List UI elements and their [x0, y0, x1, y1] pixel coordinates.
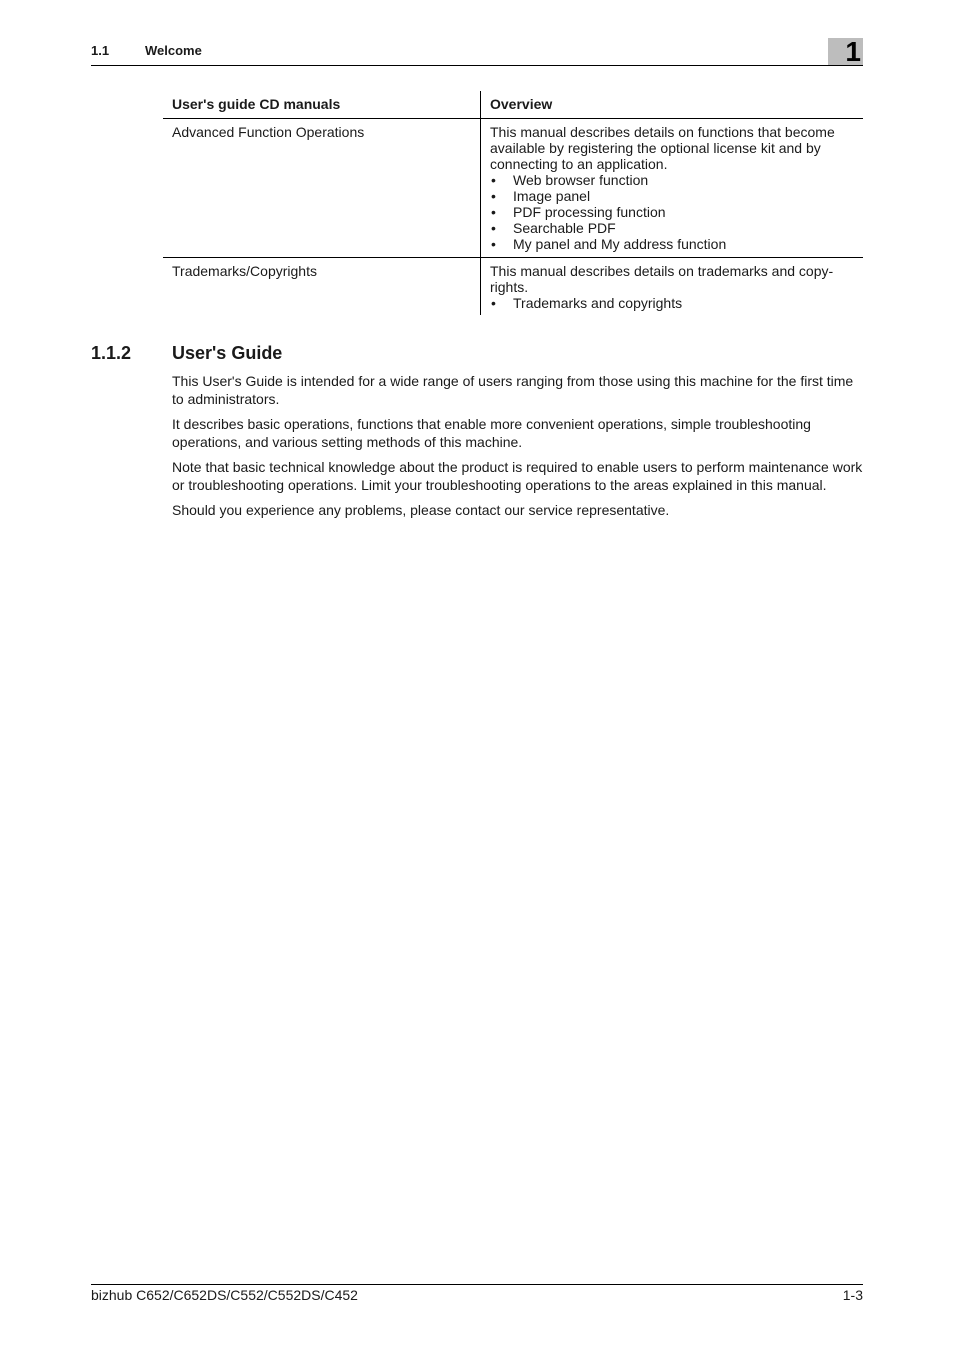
manual-overview	[481, 258, 864, 316]
column-header-overview: Overview	[481, 91, 864, 119]
column-header-manuals: User's guide CD manuals	[163, 91, 481, 119]
manuals-table	[163, 91, 863, 315]
body-paragraph: This User's Guide is intended for a wide range of users ranging from those using this machine for the first time to administrators.	[172, 373, 854, 407]
table-row	[163, 119, 863, 258]
manual-name: Trademarks/Copyrights	[172, 263, 317, 279]
list-item: • Web browser function	[490, 172, 855, 188]
body-paragraph: Note that basic technical knowledge about the product is required to enable users to perform maintenance work or troubleshooting operations. Limit your troubleshooting operations to the areas explained in this manual.	[172, 459, 863, 493]
subsection-body	[172, 373, 864, 528]
subsection-title: User's Guide	[172, 343, 283, 363]
chapter-number: 1	[845, 36, 861, 67]
manual-name: Advanced Function Operations	[163, 119, 481, 258]
header-section-number: 1.1	[91, 43, 110, 58]
body-paragraph: Should you experience any problems, please contact our service representative.	[172, 502, 670, 518]
chapter-tab	[828, 38, 863, 65]
feature-list	[490, 172, 855, 252]
body-paragraph: It describes basic operations, functions that enable more convenient operations, simple troubleshooting operations, and various setting methods of this machine.	[172, 416, 811, 450]
list-item: • Image panel	[490, 188, 855, 204]
list-item: • My panel and My address function	[490, 236, 855, 252]
footer-model-name: bizhub C652/C652DS/C552/C552DS/C452	[91, 1287, 358, 1303]
running-footer	[91, 1284, 863, 1303]
feature-list	[490, 295, 855, 311]
list-item: • Trademarks and copyrights	[490, 295, 855, 311]
page-number: 1-3	[842, 1287, 863, 1303]
list-item: • Searchable PDF	[490, 220, 855, 236]
overview-description: This manual describes details on trademarks and copy-rights.	[490, 263, 834, 295]
manual-overview	[481, 119, 864, 258]
subsection-number: 1.1.2	[91, 343, 132, 363]
running-header	[91, 40, 863, 66]
table-row	[163, 258, 863, 316]
table-header-row	[163, 91, 863, 119]
header-section-title: Welcome	[145, 43, 202, 58]
overview-description: This manual describes details on functions that become available by registering the optional license kit and by connecting to an application.	[490, 124, 835, 172]
list-item: • PDF processing function	[490, 204, 855, 220]
